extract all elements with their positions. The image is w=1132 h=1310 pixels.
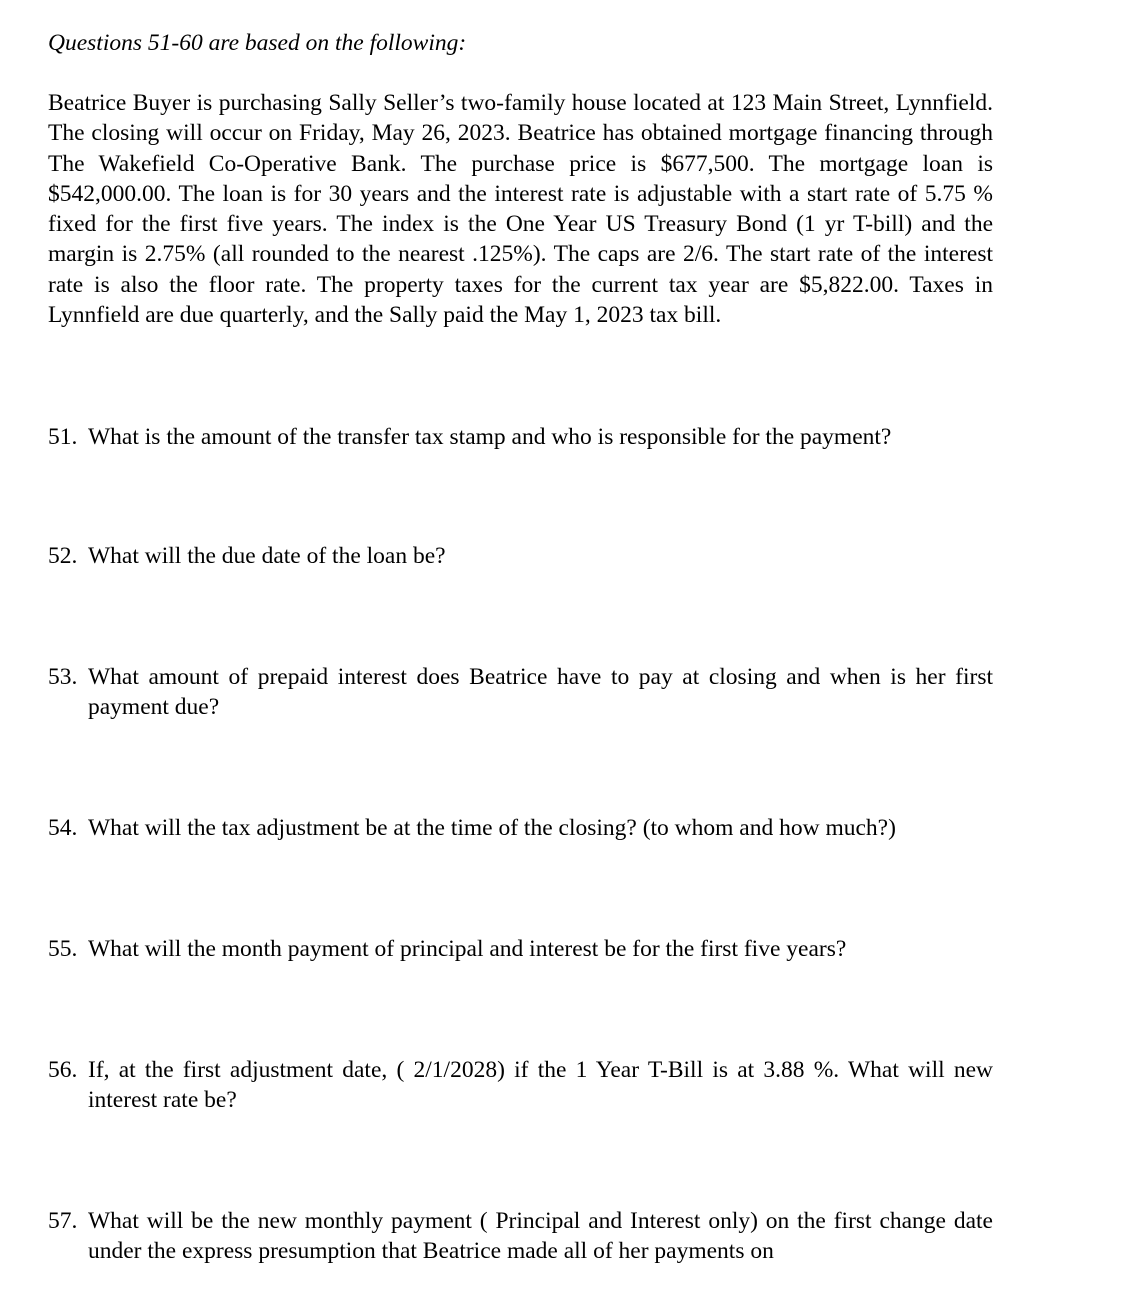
section-heading: Questions 51-60 are based on the following: [48, 30, 467, 56]
question-text: What amount of prepaid interest does Beatrice have to pay at closing and when is her first payment due? [88, 664, 993, 721]
question-text: If, at the first adjustment date, ( 2/1/2028) if the 1 Year T-Bill is at 3.88 %. What will new interest rate be? [88, 1057, 993, 1114]
question-number: 52. [48, 543, 78, 569]
scenario-paragraph: Beatrice Buyer is purchasing Sally Seller’s two-family house located at 123 Main Street, Lynnfield. The closing will occur on Friday, May 26, 2023. Beatrice has obtained mortgage financing through The Wakefield Co-Operative Bank. The purchase price is $677,500. The mortgage loan is $542,000.00. The loan is for 30 years and the interest rate is adjustable with a start rate of 5.75 % fixed for the first five years. The index is the One Year US Treasury Bond (1 yr T-bill) and the margin is 2.75% (all rounded to the nearest .125%). The caps are 2/6. The start rate of the interest rate is also the floor rate. The property taxes for the current tax year are $5,822.00. Taxes in Lynnfield are due quarterly, and the Sally paid the May 1, 2023 tax bill. [48, 90, 993, 329]
question-text: What will the due date of the loan be? [88, 543, 446, 569]
question-number: 53. [48, 664, 78, 690]
question-57 [48, 1206, 993, 1267]
question-number: 51. [48, 424, 78, 450]
question-56 [48, 1055, 993, 1116]
question-text: What will be the new monthly payment ( Principal and Interest only) on the first change date under the express presumption that Beatrice made all of her payments on [88, 1208, 993, 1265]
question-number: 55. [48, 936, 78, 962]
question-53 [48, 662, 993, 723]
question-text: What will the tax adjustment be at the time of the closing? (to whom and how much?) [88, 815, 896, 841]
question-55 [48, 934, 993, 964]
question-51 [48, 422, 993, 452]
question-text: What is the amount of the transfer tax stamp and who is responsible for the payment? [88, 424, 892, 450]
question-number: 56. [48, 1057, 78, 1083]
question-number: 54. [48, 815, 78, 841]
question-number: 57. [48, 1208, 78, 1234]
question-text: What will the month payment of principal and interest be for the first five years? [88, 936, 847, 962]
question-54 [48, 813, 993, 843]
question-52 [48, 541, 993, 571]
